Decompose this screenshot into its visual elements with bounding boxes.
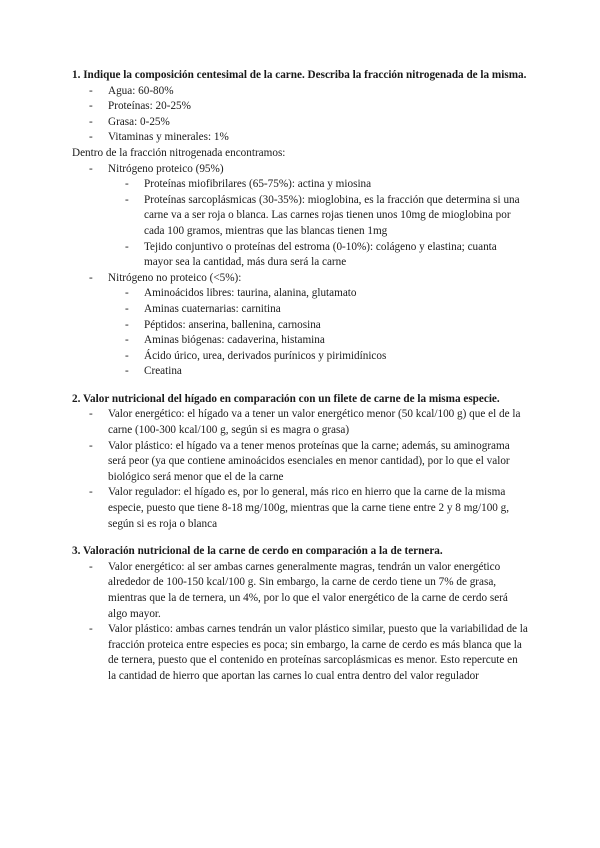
list-item: - Valor plástico: ambas carnes tendrán un valor plástico similar, puesto que la variabilidad de la fracción proteica entre especies es poca; sin embargo, la carne de cerdo es más blanca que la de ternera, puesto que el contenido en proteínas sarcoplásmicas es menor. Esto repercute en la cantidad de hierro que aportan las carnes lo cual entra dentro del valor regulador [72,622,528,684]
list-item: - Tejido conjuntivo o proteínas del estroma (0-10%): colágeno y elastina; cuanta mayor sea la cantidad, más dura será la carne [108,240,528,271]
list-item: - Ácido úrico, urea, derivados purínicos y pirimidínicos [108,349,528,365]
list-item-nonprotein-nitrogen [72,271,528,380]
list-item: - Valor regulador: el hígado es, por lo general, más rico en hierro que la carne de la misma especie, puesto que tiene 8-18 mg/100g, mientras que la carne tiene entre 2 y 8 mg/100 g, según si es roja o blanca [72,485,528,532]
protein-nitrogen-sublist [108,177,528,271]
nitrogen-intro: Dentro de la fracción nitrogenada encontramos: [72,146,286,159]
list-item: - Valor energético: al ser ambas carnes generalmente magras, tendrán un valor energético alrededor de 100-150 kcal/100 g. Sin embargo, la carne de cerdo tiene un 7% de grasa, mientras que la de ternera, un 4%, por lo que el valor energético de la carne de cerdo será algo mayor. [72,560,528,622]
section-1 [72,68,528,380]
list-item-protein-nitrogen [72,162,528,271]
list-item: - Proteínas: 20-25% [72,99,528,115]
list-item: - Aminoácidos libres: taurina, alanina, glutamato [108,286,528,302]
section-3-title: 3. Valoración nutricional de la carne de cerdo en comparación a la de ternera. [72,545,443,558]
pork-comparison-list [72,560,528,685]
liver-comparison-list [72,407,528,532]
list-item: - Proteínas sarcoplásmicas (30-35%): mioglobina, es la fracción que determina si una carne va a ser roja o blanca. Las carnes rojas tienen unos 10mg de mioglobina por cada 100 gramos, mientras que las blancas tienen 1mg [108,193,528,240]
nitrogen-list [72,162,528,380]
list-item: - Grasa: 0-25% [72,115,528,131]
list-item: - Valor energético: el hígado va a tener un valor energético menor (50 kcal/100 g) que el de la carne (100-300 kcal/100 g, según si es magra o grasa) [72,407,528,438]
nonprotein-nitrogen-sublist [108,286,528,380]
list-item: - Aminas biógenas: cadaverina, histamina [108,333,528,349]
composition-list [72,84,528,146]
list-item: - Creatina [108,364,528,380]
list-item: - Agua: 60-80% [72,84,528,100]
protein-nitrogen-label: Nitrógeno proteico (95%) [108,162,224,175]
nonprotein-nitrogen-label: Nitrógeno no proteico (<5%): [108,271,242,284]
section-2 [72,392,528,532]
document-page [72,68,528,697]
section-3 [72,544,528,684]
section-1-title: 1. Indique la composición centesimal de la carne. Describa la fracción nitrogenada de la misma. [72,69,527,81]
list-item: - Péptidos: anserina, ballenina, carnosina [108,318,528,334]
section-2-title: 2. Valor nutricional del hígado en comparación con un filete de carne de la misma especie. [72,392,500,405]
list-item: - Aminas cuaternarias: carnitina [108,302,528,318]
list-item: - Proteínas miofibrilares (65-75%): actina y miosina [108,177,528,193]
list-item: - Valor plástico: el hígado va a tener menos proteínas que la carne; además, su aminograma será peor (ya que contiene aminoácidos esenciales en menor cantidad), por lo que el valor biológico será menor que el de la carne [72,439,528,486]
list-item: - Vitaminas y minerales: 1% [72,130,528,146]
